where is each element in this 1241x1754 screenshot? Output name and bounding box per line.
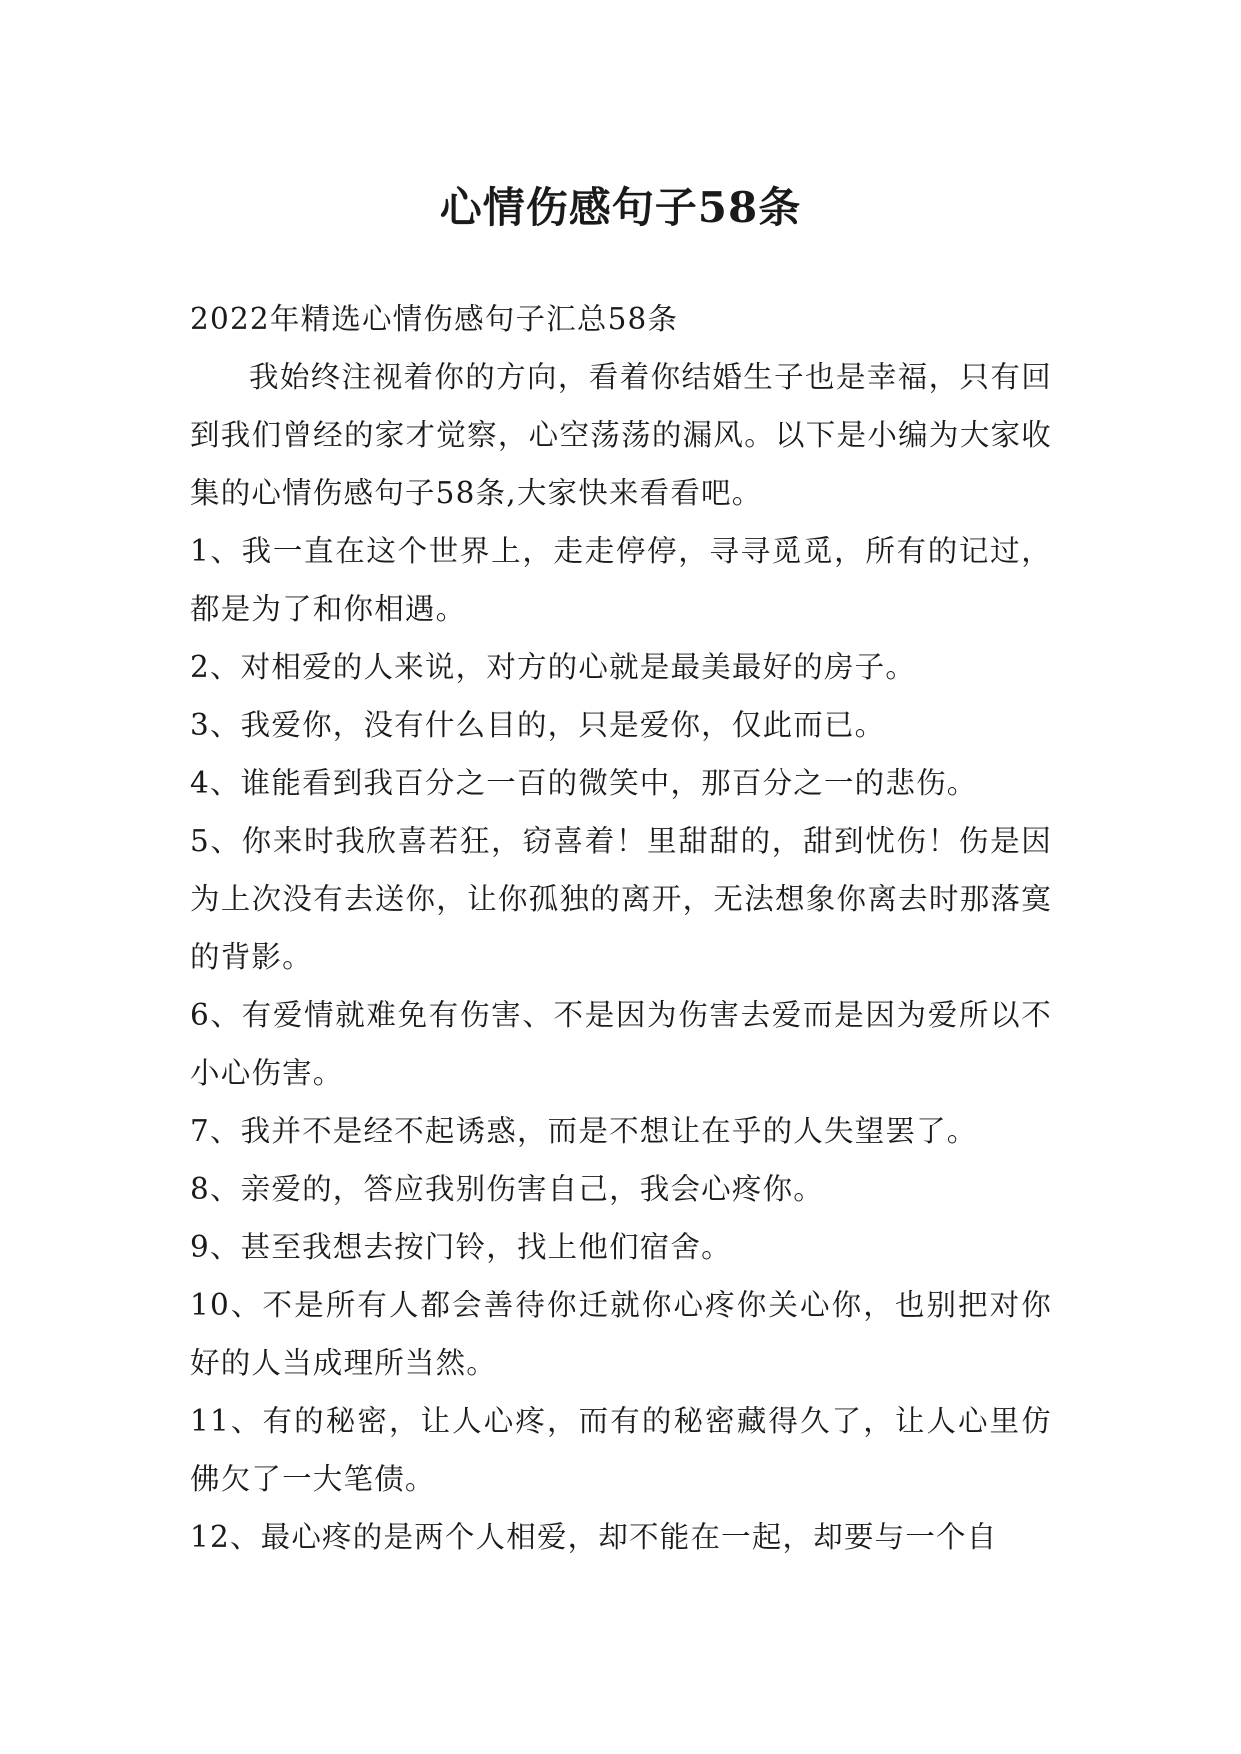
list-item: 6、有爱情就难免有伤害、不是因为伤害去爱而是因为爱所以不小心伤害。 xyxy=(190,998,1052,1090)
list-item: 3、我爱你，没有什么目的，只是爱你，仅此而已。 xyxy=(190,708,886,742)
list-item: 4、谁能看到我百分之一百的微笑中，那百分之一的悲伤。 xyxy=(190,766,978,800)
list-item: 11、有的秘密，让人心疼，而有的秘密藏得久了，让人心里仿佛欠了一大笔债。 xyxy=(190,1404,1052,1496)
list-item: 5、你来时我欣喜若狂，窃喜着！里甜甜的，甜到忧伤！伤是因为上次没有去送你，让你孤独的离开，无法想象你离去时那落寞的背影。 xyxy=(190,824,1052,974)
list-item: 7、我并不是经不起诱惑，而是不想让在乎的人失望罢了。 xyxy=(190,1114,978,1148)
list-item: 2、对相爱的人来说，对方的心就是最美最好的房子。 xyxy=(190,650,917,684)
document-body xyxy=(190,290,1052,1566)
paragraph-intro: 我始终注视着你的方向，看着你结婚生子也是幸福，只有回到我们曾经的家才觉察，心空荡荡的漏风。以下是小编为大家收集的心情伤感句子58条,大家快来看看吧。 xyxy=(190,360,1052,510)
document-title: 心情伤感句子58条 xyxy=(439,183,802,233)
list-item: 9、甚至我想去按门铃，找上他们宿舍。 xyxy=(190,1230,732,1264)
list-item: 8、亲爱的，答应我别伤害自己，我会心疼你。 xyxy=(190,1172,824,1206)
list-item: 1、我一直在这个世界上，走走停停，寻寻觅觅，所有的记过，都是为了和你相遇。 xyxy=(190,534,1052,626)
list-item: 12、最心疼的是两个人相爱，却不能在一起，却要与一个自 xyxy=(190,1520,998,1554)
list-item: 10、不是所有人都会善待你迁就你心疼你关心你，也别把对你好的人当成理所当然。 xyxy=(190,1288,1052,1380)
paragraph-subtitle: 2022年精选心情伤感句子汇总58条 xyxy=(190,302,679,336)
